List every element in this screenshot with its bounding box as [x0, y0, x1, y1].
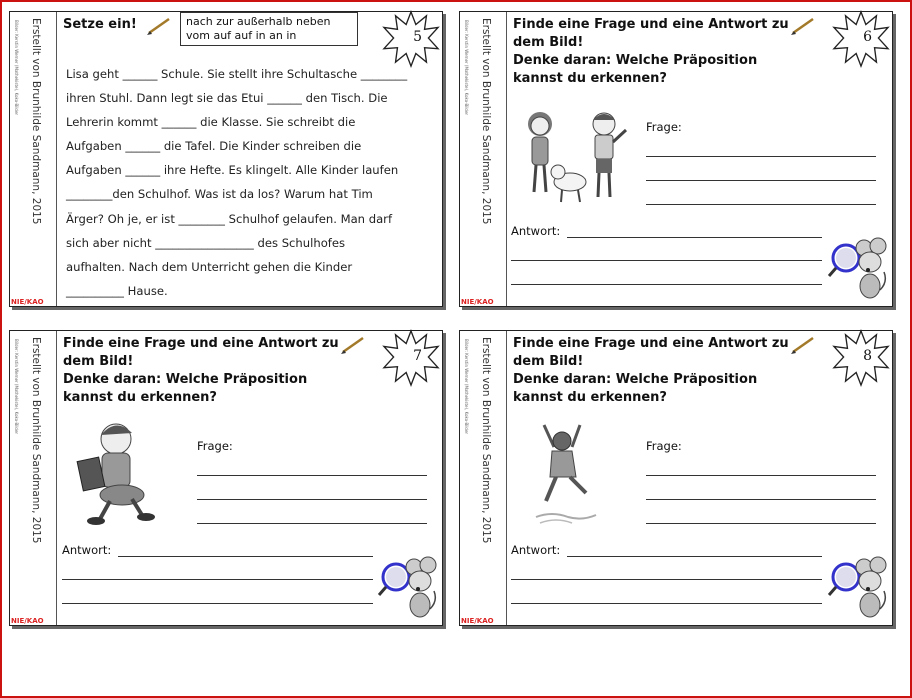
title-line: dem Bild!: [513, 35, 584, 50]
question-label: Frage:: [646, 439, 682, 453]
title-line: Denke daran: Welche Präposition: [63, 372, 308, 387]
question-line[interactable]: [197, 523, 427, 524]
logo: NIE/KAO: [461, 617, 494, 625]
question-label: Frage:: [197, 439, 233, 453]
question-line[interactable]: [646, 523, 876, 524]
answer-line[interactable]: [511, 260, 822, 261]
mouse-detective-illustration: [826, 236, 888, 302]
cloze-line: ihren Stuhl. Dann legt sie das Etui ______ den Tisch. Die: [66, 91, 388, 106]
card-title: [63, 335, 353, 407]
cloze-line: sich aber nicht _________________ des Schulhofes: [66, 235, 346, 250]
card-sidebar: [10, 331, 57, 625]
title-line: dem Bild!: [63, 354, 134, 369]
cloze-line: Aufgaben ______ ihre Hefte. Es klingelt. Alle Kinder laufen: [66, 163, 399, 178]
answer-line[interactable]: [118, 556, 373, 557]
card-number: 6: [863, 29, 872, 45]
star-badge-icon: [382, 10, 440, 68]
question-line[interactable]: [646, 499, 876, 500]
children-with-dog-illustration: [522, 102, 634, 214]
word-box-line: vom auf auf in an in: [186, 29, 297, 42]
answer-line[interactable]: [511, 284, 822, 285]
jumping-girl-illustration: [532, 417, 602, 531]
card-sidebar: [10, 12, 57, 306]
answer-label: Antwort:: [511, 543, 561, 557]
image-credit: Bilder: Kerstin Werner (Mathekiste), Koko-Bilder: [14, 339, 19, 435]
logo: NIE/KAO: [11, 298, 44, 306]
question-line[interactable]: [646, 204, 876, 205]
author-credit: Erstellt von Brunhilde Sandmann, 2015: [480, 18, 492, 225]
question-line[interactable]: [646, 180, 876, 181]
card-title: [513, 16, 803, 88]
cloze-line: Lisa geht ______ Schule. Sie stellt ihre Schultasche ________: [66, 67, 408, 81]
title-line: Finde eine Frage und eine Antwort zu: [513, 336, 789, 351]
word-box-line: nach zur außerhalb neben: [186, 15, 331, 28]
image-credit: Bilder: Kerstin Werner (Mathekiste), Koko-Bilder: [464, 339, 469, 435]
card-sidebar: [460, 331, 507, 625]
title-line: kannst du erkennen?: [63, 390, 217, 405]
cloze-line: ________den Schulhof. Was ist da los? Warum hat Tim: [66, 187, 373, 202]
image-credit: Bilder: Kerstin Werner (Mathekiste), Koko-Bilder: [14, 20, 19, 116]
answer-line[interactable]: [511, 579, 822, 580]
answer-line[interactable]: [62, 579, 373, 580]
author-credit: Erstellt von Brunhilde Sandmann, 2015: [30, 337, 42, 544]
title-line: dem Bild!: [513, 354, 584, 369]
title-line: Denke daran: Welche Präposition: [513, 53, 758, 68]
card-number: 8: [863, 348, 872, 364]
card-title: Setze ein!: [63, 17, 137, 32]
cloze-text: [66, 62, 438, 303]
card-number: 5: [413, 29, 422, 45]
cloze-line: Ärger? Oh je, er ist ________ Schulhof gelaufen. Man darf: [66, 211, 393, 226]
mouse-detective-illustration: [826, 555, 888, 621]
pencil-icon: [340, 335, 366, 355]
title-line: Finde eine Frage und eine Antwort zu: [63, 336, 339, 351]
task-card-7: [9, 330, 443, 626]
question-line[interactable]: [646, 156, 876, 157]
star-badge-icon: [832, 329, 890, 387]
answer-line[interactable]: [567, 237, 822, 238]
word-box: [180, 12, 358, 46]
title-line: kannst du erkennen?: [513, 71, 667, 86]
card-sidebar: [460, 12, 507, 306]
cloze-line: Aufgaben ______ die Tafel. Die Kinder schreiben die: [66, 139, 362, 154]
boy-with-bag-illustration: [72, 415, 162, 531]
answer-line[interactable]: [62, 603, 373, 604]
task-card-8: [459, 330, 893, 626]
logo: NIE/KAO: [11, 617, 44, 625]
pencil-icon: [790, 335, 816, 355]
logo: NIE/KAO: [461, 298, 494, 306]
star-badge-icon: [832, 10, 890, 68]
task-card-5: [9, 11, 443, 307]
author-credit: Erstellt von Brunhilde Sandmann, 2015: [480, 337, 492, 544]
cloze-line: __________ Hause.: [66, 283, 168, 298]
title-line: Denke daran: Welche Präposition: [513, 372, 758, 387]
pencil-icon: [146, 16, 172, 36]
answer-label: Antwort:: [62, 543, 112, 557]
title-line: kannst du erkennen?: [513, 390, 667, 405]
star-badge-icon: [382, 329, 440, 387]
pencil-icon: [790, 16, 816, 36]
card-title: [513, 335, 803, 407]
card-number: 7: [413, 348, 422, 364]
question-line[interactable]: [197, 475, 427, 476]
question-line[interactable]: [197, 499, 427, 500]
author-credit: Erstellt von Brunhilde Sandmann, 2015: [30, 18, 42, 225]
cloze-line: aufhalten. Nach dem Unterricht gehen die Kinder: [66, 259, 353, 274]
answer-line[interactable]: [511, 603, 822, 604]
title-line: Finde eine Frage und eine Antwort zu: [513, 17, 789, 32]
question-line[interactable]: [646, 475, 876, 476]
question-label: Frage:: [646, 120, 682, 134]
task-card-6: [459, 11, 893, 307]
cloze-line: Lehrerin kommt ______ die Klasse. Sie schreibt die: [66, 115, 356, 130]
mouse-detective-illustration: [376, 555, 438, 621]
answer-label: Antwort:: [511, 224, 561, 238]
answer-line[interactable]: [567, 556, 822, 557]
image-credit: Bilder: Kerstin Werner (Mathekiste), Koko-Bilder: [464, 20, 469, 116]
